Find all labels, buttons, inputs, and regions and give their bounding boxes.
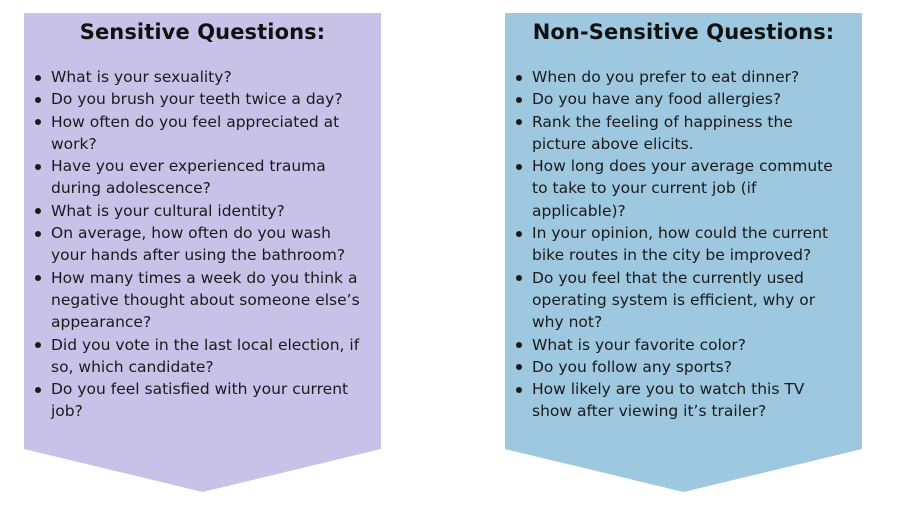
question-item bbox=[532, 378, 845, 423]
question-text: Do you feel that the currently used operating system is efficient, why or why not? bbox=[532, 268, 816, 332]
question-text: In your opinion, how could the current bike routes in the city be improved? bbox=[532, 224, 829, 265]
question-text: What is your favorite color? bbox=[532, 335, 746, 354]
bullet-icon bbox=[35, 208, 41, 214]
bullet-icon bbox=[35, 342, 41, 348]
question-item bbox=[532, 88, 845, 110]
question-item bbox=[51, 267, 364, 334]
question-item bbox=[532, 356, 845, 378]
question-text: Do you have any food allergies? bbox=[532, 90, 782, 109]
question-text: Did you vote in the last local election, if so, which candidate? bbox=[51, 335, 360, 376]
question-item bbox=[532, 222, 845, 267]
question-item bbox=[532, 334, 845, 356]
bullet-icon bbox=[35, 75, 41, 81]
bullet-icon bbox=[35, 275, 41, 281]
non-sensitive-questions-panel bbox=[505, 0, 862, 492]
non-sensitive-questions-list bbox=[505, 66, 845, 423]
question-text: How many times a week do you think a negative thought about someone else’s appearance? bbox=[51, 268, 360, 332]
question-item bbox=[51, 111, 364, 156]
bullet-icon bbox=[516, 164, 522, 170]
question-item bbox=[532, 111, 845, 156]
sensitive-questions-panel bbox=[24, 0, 381, 492]
bullet-icon bbox=[35, 231, 41, 237]
bullet-icon bbox=[516, 75, 522, 81]
question-text: On average, how often do you wash your hands after using the bathroom? bbox=[51, 224, 346, 265]
sensitive-questions-content bbox=[24, 0, 381, 492]
question-item bbox=[51, 66, 364, 88]
bullet-icon bbox=[516, 364, 522, 370]
question-item bbox=[51, 88, 364, 110]
question-text: How long does your average commute to take to your current job (if applicable)? bbox=[532, 157, 833, 220]
question-item bbox=[51, 200, 364, 222]
bullet-icon bbox=[516, 119, 522, 125]
question-text: Do you feel satisfied with your current job? bbox=[51, 380, 349, 421]
question-text: How often do you feel appreciated at work? bbox=[51, 112, 340, 153]
non-sensitive-questions-content bbox=[505, 0, 862, 492]
question-text: How likely are you to watch this TV show after viewing it’s trailer? bbox=[532, 380, 805, 421]
sensitive-questions-title: Sensitive Questions: bbox=[79, 20, 326, 44]
question-item bbox=[532, 267, 845, 334]
question-item bbox=[51, 222, 364, 267]
bullet-icon bbox=[516, 275, 522, 281]
bullet-icon bbox=[516, 231, 522, 237]
non-sensitive-questions-title: Non-Sensitive Questions: bbox=[532, 20, 835, 44]
question-text: What is your sexuality? bbox=[51, 68, 232, 86]
question-text: What is your cultural identity? bbox=[51, 201, 285, 220]
question-item bbox=[532, 66, 845, 88]
question-text: Rank the feeling of happiness the picture above elicits. bbox=[532, 112, 793, 153]
bullet-icon bbox=[516, 97, 522, 103]
bullet-icon bbox=[35, 97, 41, 103]
bullet-icon bbox=[35, 164, 41, 170]
question-item bbox=[532, 155, 845, 222]
question-text: When do you prefer to eat dinner? bbox=[532, 68, 800, 86]
bullet-icon bbox=[516, 387, 522, 393]
question-text: Have you ever experienced trauma during adolescence? bbox=[51, 157, 326, 198]
question-item bbox=[51, 378, 364, 423]
question-item bbox=[51, 334, 364, 379]
bullet-icon bbox=[35, 387, 41, 393]
question-text: Do you brush your teeth twice a day? bbox=[51, 90, 343, 109]
bullet-icon bbox=[516, 342, 522, 348]
question-item bbox=[51, 155, 364, 200]
sensitive-questions-list bbox=[24, 66, 364, 423]
bullet-icon bbox=[35, 119, 41, 125]
question-text: Do you follow any sports? bbox=[532, 357, 732, 376]
